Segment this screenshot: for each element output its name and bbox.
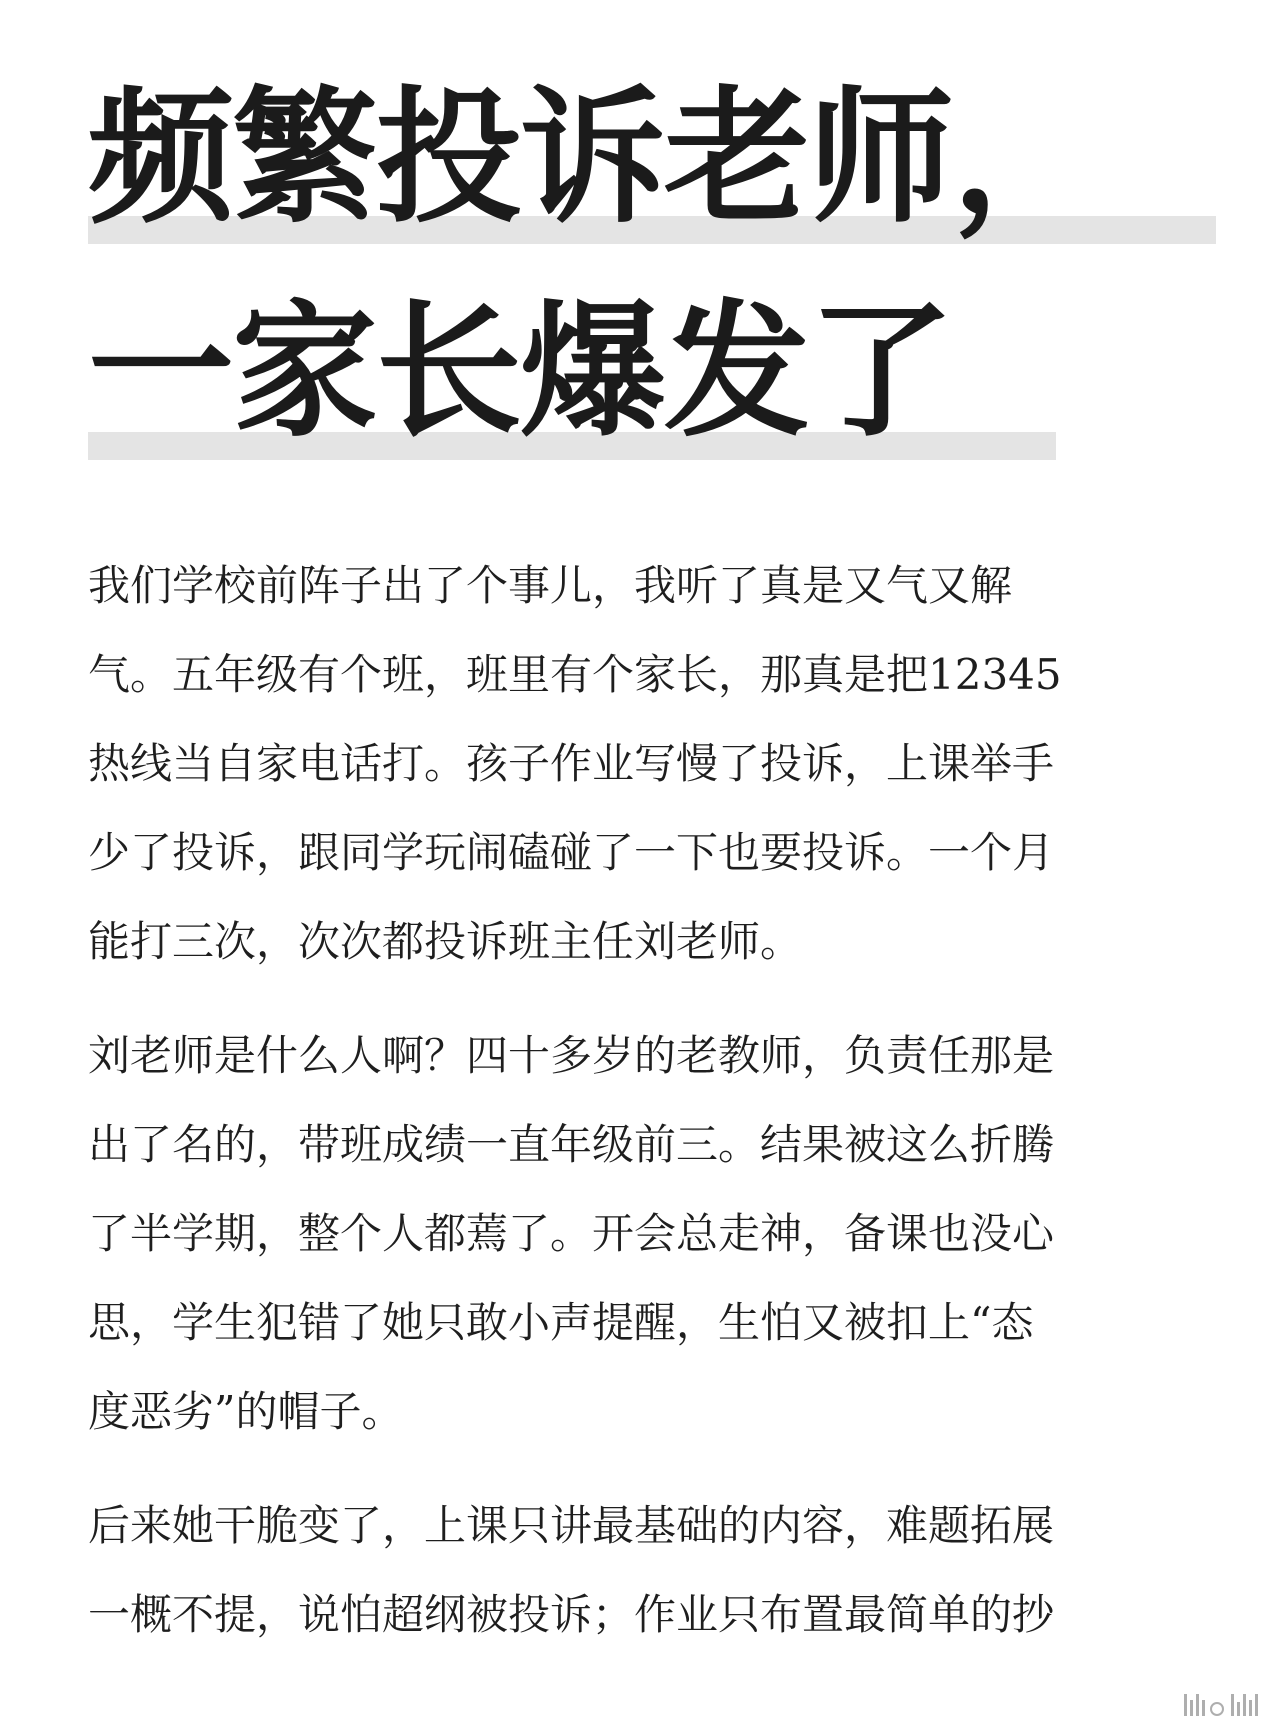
text-line: 我们学校前阵子出了个事儿，我听了真是又气又解 [88,561,1013,610]
watermark-logo [1184,1694,1258,1716]
paragraph-3 [88,1481,1216,1659]
text-line: 刘老师是什么人啊？四十多岁的老教师，负责任那是 [88,1031,1055,1080]
text-line: 度恶劣”的帽子。 [88,1387,404,1436]
text-line: 能打三次，次次都投诉班主任刘老师。 [88,917,803,966]
text-line: 思，学生犯错了她只敢小声提醒，生怕又被扣上“态 [88,1298,1034,1347]
headline-line-2: 一家长爆发了 [88,286,952,457]
text-line: 了半学期，整个人都蔫了。开会总走神，备课也没心 [88,1209,1055,1258]
article-body [88,541,1216,1684]
text-line: 气。五年级有个班，班里有个家长，那真是把12345 [88,650,1062,699]
text-line: 出了名的，带班成绩一直年级前三。结果被这么折腾 [88,1120,1055,1169]
text-line: 热线当自家电话打。孩子作业写慢了投诉，上课举手 [88,739,1055,788]
text-line: 少了投诉，跟同学玩闹磕碰了一下也要投诉。一个月 [88,828,1055,877]
headline-line-1: 频繁投诉老师， [88,72,1096,243]
text-line: 一概不提，说怕超纲被投诉；作业只布置最简单的抄 [88,1590,1055,1639]
paragraph-2 [88,1011,1216,1456]
text-line: 后来她干脆变了，上课只讲最基础的内容，难题拓展 [88,1501,1055,1550]
paragraph-1 [88,541,1216,986]
